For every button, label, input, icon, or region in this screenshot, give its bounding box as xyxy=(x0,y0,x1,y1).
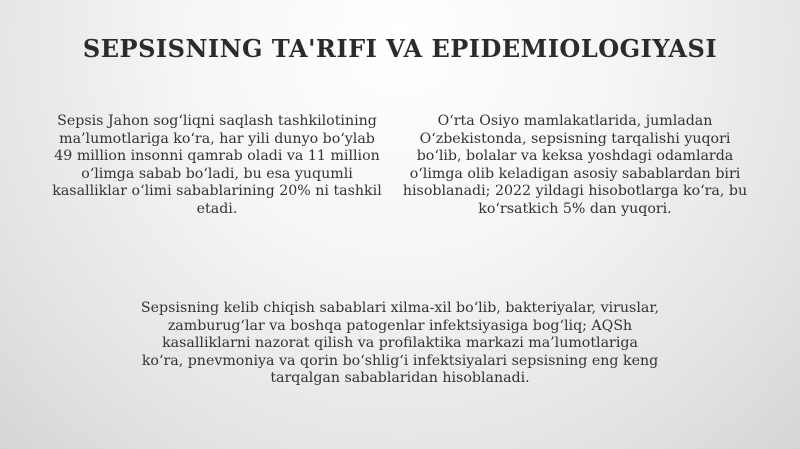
slide-title: SEPSISNING TA'RIFI VA EPIDEMIOLOGIYASI xyxy=(82,34,718,63)
paragraph-central-asia: O‘rta Osiyo mamlakatlarida, jumladan O‘zbekistonda, sepsisning tarqalishi yuqori bo‘lib, bolalar va keksa yoshdagi odamlarda o‘limga olib keladigan asosiy sabablardan biri hisoblanadi; 2022 yildagi hisobotlarga ko‘ra, bu ko‘rsatkich 5% dan yuqori. xyxy=(402,113,748,217)
paragraph-who-statistics: Sepsis Jahon sog‘liqni saqlash tashkilotining ma’lumotlariga ko‘ra, har yili dunyo bo‘ylab 49 million insonni qamrab oladi va 11 million o‘limga sabab bo‘ladi, bu esa yuqumli kasalliklar o‘limi sabablarining 20% ni tashkil etadi. xyxy=(52,113,382,217)
paragraph-causes: Sepsisning kelib chiqish sabablari xilma-xil bo‘lib, bakteriyalar, viruslar, zamburug‘lar va boshqa patogenlar infektsiyasiga bog‘liq; AQSh kasalliklarni nazorat qilish va profilaktika markazi ma’lumotlariga ko‘ra, pnevmoniya va qorin bo‘shlig‘i infektsiyalari sepsisning eng keng tarqalgan sabablaridan hisoblanadi. xyxy=(140,300,660,387)
